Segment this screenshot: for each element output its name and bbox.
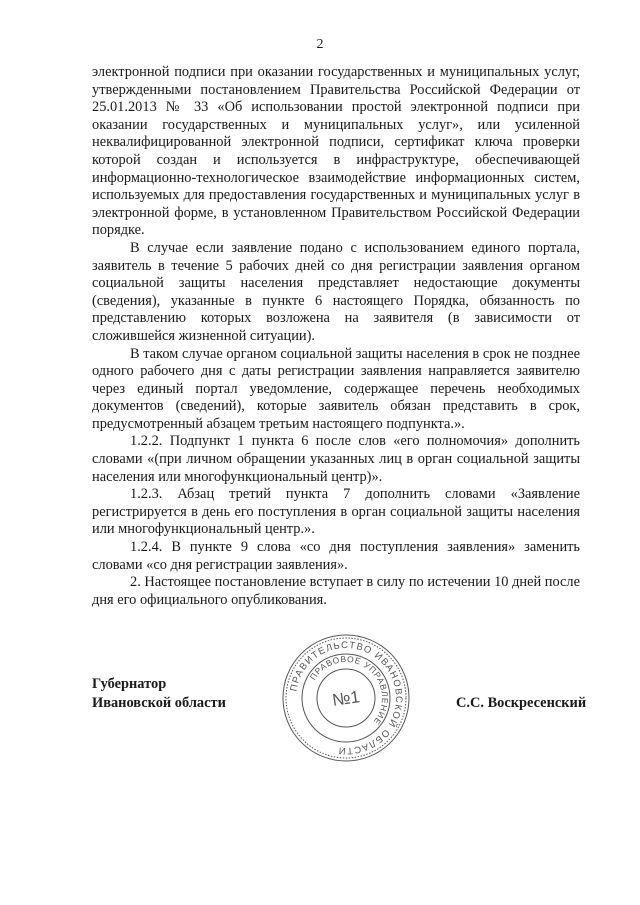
paragraph-1-2-3: 1.2.3. Абзац третий пункта 7 дополнить словами «Заявление регистрируется в день его поступления в орган социальной защиты населения или многофункциональный центр.». [92,486,580,538]
paragraph-continuation: электронной подписи при оказании государственных и муниципальных услуг, утвержденными постановлением Правительства Российской Федерации от 25.01.2013 № 33 «Об использовании простой электронной подписи при оказании государственных и муниципальных услуг», или усиленной неквалифицированной электронной подписи, сертификат ключа проверки которой создан и используется в инфраструктуре, обеспечивающей информационно-технологическое взаимодействие информационных систем, используемых для предоставления государственных и муниципальных услуг в электронной форме, в установленном Правительством Российской Федерации порядке. [92,64,580,239]
signatory-title [92,675,226,713]
signatory-title-line1: Губернатор [92,676,167,692]
page-number: 2 [316,37,324,52]
paragraph-1-2-2: 1.2.2. Подпункт 1 пункта 6 после слов «его полномочия» дополнить словами «(при личном обращении указанных лиц в орган социальной защиты населения или многофункциональный центр)». [92,433,580,485]
paragraph-2-effective-date: 2. Настоящее постановление вступает в силу по истечении 10 дней после дня его официального опубликования. [92,574,580,608]
signatory-title-line2: Ивановской области [92,695,226,711]
svg-text:ПРАВИТЕЛЬСТВО ИВАНОВСКОЙ ОБЛАС: ПРАВИТЕЛЬСТВО ИВАНОВСКОЙ ОБЛАСТИ [288,639,405,757]
paragraph-1-2-4: 1.2.4. В пункте 9 слова «со дня поступления заявления» заменить словами «со дня регистрации заявления». [92,539,580,573]
paragraph-notification: В таком случае органом социальной защиты населения в срок не позднее одного рабочего дня с даты регистрации заявления направляется заявителю через единый портал уведомление, содержащее перечень необходимых документов (сведений), которые заявитель обязан представить в срок, предусмотренный абзацем третьим настоящего подпункта.». [92,345,580,432]
official-seal-icon [280,632,412,764]
paragraph-portal-application: В случае если заявление подано с использованием единого портала, заявитель в течение 5 рабочих дней со дня регистрации заявления органом социальной защиты населения представляет недостающие документы (сведения), указанные в пункте 6 настоящего Порядка, обязанность по представлению которых возложена на заявителя (в зависимости от сложившейся жизненной ситуации). [92,239,580,344]
document-body [92,64,580,609]
svg-text:№1: №1 [331,687,362,710]
svg-text:ПРАВОВОЕ УПРАВЛЕНИЕ: ПРАВОВОЕ УПРАВЛЕНИЕ [307,653,391,728]
signatory-name: С.С. Воскресенский [456,695,587,711]
